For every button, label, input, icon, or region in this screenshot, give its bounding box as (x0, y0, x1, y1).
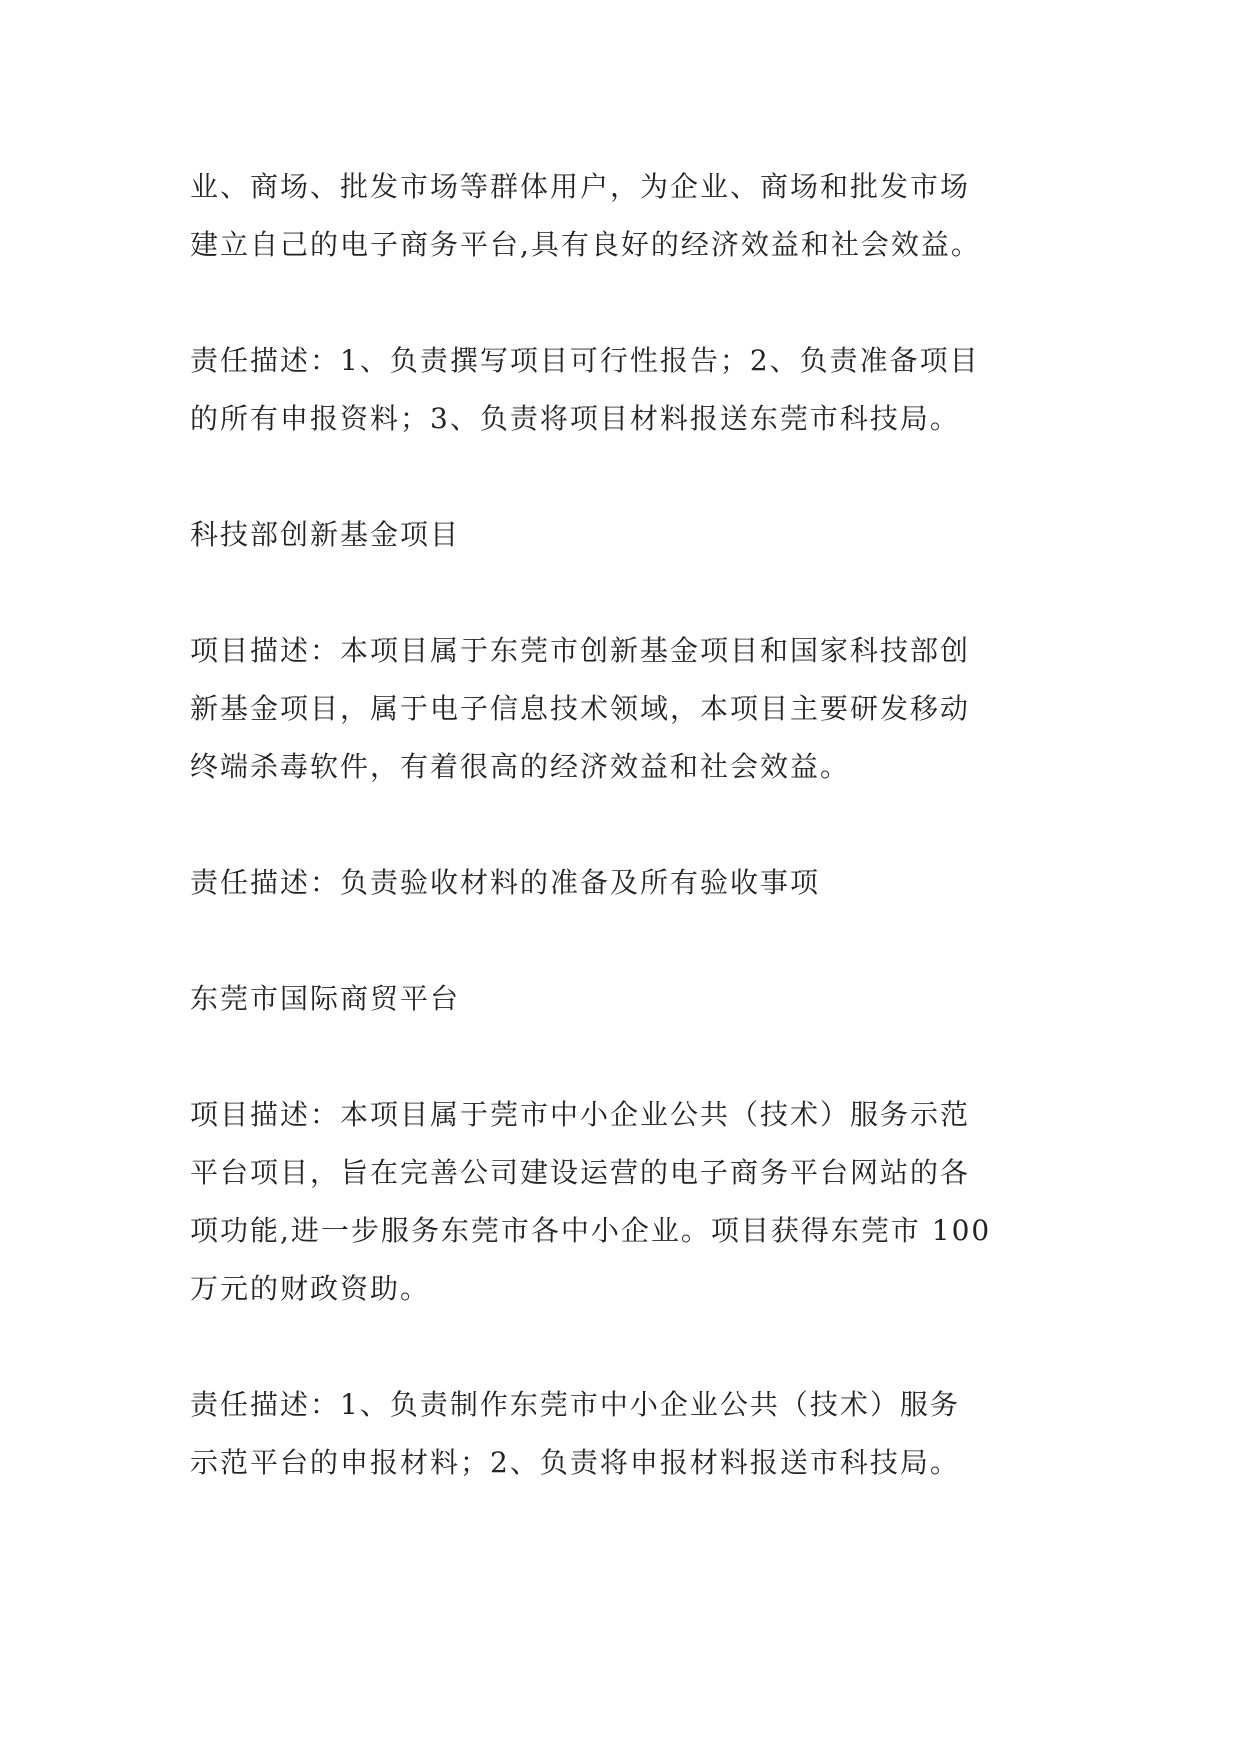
paragraph-project-description-3 (190, 1086, 1070, 1318)
paragraph-spacer (190, 1028, 1070, 1086)
paragraph-platform-summary (190, 158, 1070, 274)
text-line: 项目描述：本项目属于东莞市创新基金项目和国家科技部创 (190, 634, 971, 667)
paragraph-responsibility-1 (190, 332, 1070, 448)
text-line: 责任描述：1、负责制作东莞市中小企业公共（技术）服务 (190, 1388, 960, 1421)
text-line: 平台项目，旨在完善公司建设运营的电子商务平台网站的各 (190, 1156, 971, 1189)
paragraph-responsibility-3 (190, 1376, 1070, 1492)
project-heading-innovation-fund (190, 506, 1070, 564)
paragraph-spacer (190, 274, 1070, 332)
project-heading-trade-platform (190, 970, 1070, 1028)
text-line: 项功能,进一步服务东莞市各中小企业。项目获得东莞市 100 (190, 1214, 992, 1247)
heading-line: 东莞市国际商贸平台 (190, 982, 461, 1015)
text-line: 建立自己的电子商务平台,具有良好的经济效益和社会效益。 (190, 228, 981, 261)
text-line: 责任描述：1、负责撰写项目可行性报告；2、负责准备项目 (190, 344, 980, 377)
paragraph-responsibility-2 (190, 854, 1070, 912)
document-body (190, 158, 1070, 1492)
text-line: 的所有申报资料；3、负责将项目材料报送东莞市科技局。 (190, 402, 960, 435)
paragraph-spacer (190, 448, 1070, 506)
paragraph-project-description-2 (190, 622, 1070, 796)
text-line: 业、商场、批发市场等群体用户，为企业、商场和批发市场 (190, 170, 971, 203)
heading-line: 科技部创新基金项目 (190, 518, 461, 551)
paragraph-spacer (190, 796, 1070, 854)
text-line: 万元的财政资助。 (190, 1272, 431, 1305)
text-line: 新基金项目，属于电子信息技术领域，本项目主要研发移动 (190, 692, 971, 725)
paragraph-spacer (190, 912, 1070, 970)
paragraph-spacer (190, 1318, 1070, 1376)
paragraph-spacer (190, 564, 1070, 622)
text-line: 示范平台的申报材料；2、负责将申报材料报送市科技局。 (190, 1446, 960, 1479)
text-line: 项目描述：本项目属于莞市中小企业公共（技术）服务示范 (190, 1098, 971, 1131)
text-line: 责任描述：负责验收材料的准备及所有验收事项 (190, 866, 821, 899)
text-line: 终端杀毒软件，有着很高的经济效益和社会效益。 (190, 750, 851, 783)
